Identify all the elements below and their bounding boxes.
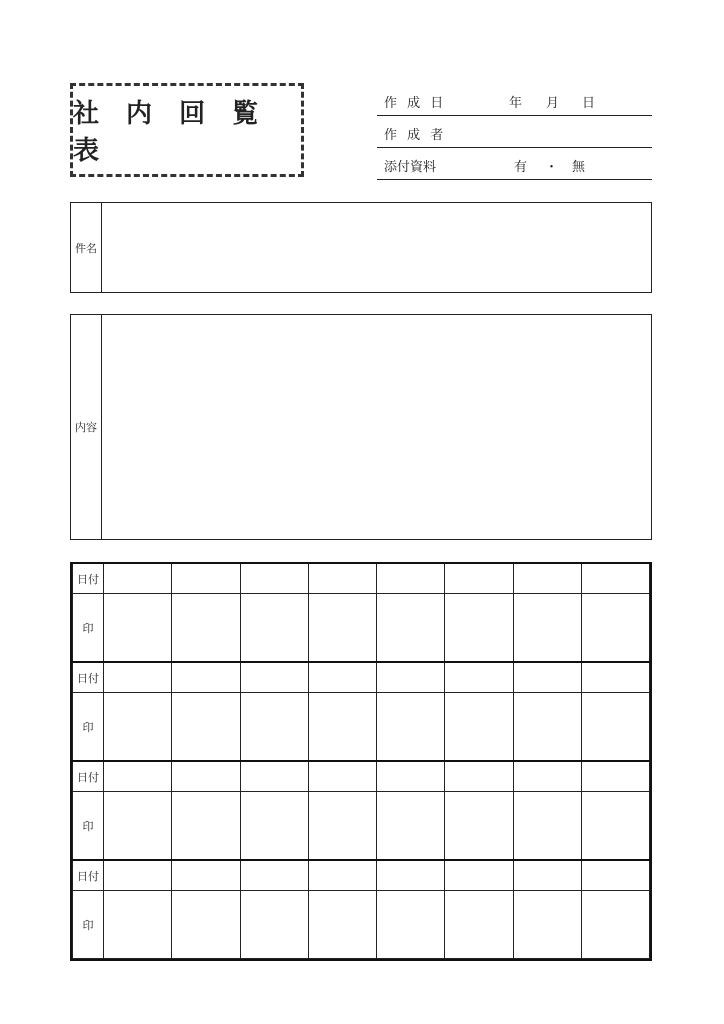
seal-cell[interactable] xyxy=(172,693,240,762)
created-date-label: 作 成 日 xyxy=(384,96,447,111)
seal-row xyxy=(73,693,650,762)
attachment-label: 添付資料 xyxy=(384,160,437,175)
seal-cell[interactable] xyxy=(308,594,376,663)
seal-cell[interactable] xyxy=(308,891,376,959)
circulation-grid xyxy=(70,562,652,961)
seal-cell[interactable] xyxy=(172,891,240,959)
seal-cell[interactable] xyxy=(104,693,172,762)
date-row xyxy=(73,761,650,792)
page-title: 社 内 回 覧 表 xyxy=(73,99,268,166)
author-label: 作 成 者 xyxy=(384,128,447,143)
seal-cell[interactable] xyxy=(445,792,513,861)
attachment-no: 無 xyxy=(572,160,586,175)
date-cell[interactable] xyxy=(240,564,308,594)
seal-row-label: 印 xyxy=(73,693,104,762)
date-row xyxy=(73,662,650,693)
date-row-label: 日付 xyxy=(73,564,104,594)
date-row-label: 日付 xyxy=(73,860,104,891)
seal-cell[interactable] xyxy=(581,594,649,663)
seal-cell[interactable] xyxy=(377,891,445,959)
seal-cell[interactable] xyxy=(308,693,376,762)
seal-cell[interactable] xyxy=(513,693,581,762)
title-box xyxy=(70,83,304,177)
seal-cell[interactable] xyxy=(445,594,513,663)
day-label: 日 xyxy=(582,96,596,111)
date-cell[interactable] xyxy=(513,662,581,693)
subject-box[interactable] xyxy=(70,202,652,293)
seal-cell[interactable] xyxy=(240,693,308,762)
seal-cell[interactable] xyxy=(240,891,308,959)
content-label: 内容 xyxy=(71,315,102,539)
meta-divider xyxy=(377,115,652,116)
date-cell[interactable] xyxy=(172,761,240,792)
seal-cell[interactable] xyxy=(104,594,172,663)
date-cell[interactable] xyxy=(172,860,240,891)
seal-cell[interactable] xyxy=(172,792,240,861)
seal-cell[interactable] xyxy=(581,693,649,762)
date-cell[interactable] xyxy=(172,564,240,594)
month-label: 月 xyxy=(546,96,560,111)
date-row xyxy=(73,564,650,594)
circulation-table xyxy=(72,564,650,959)
date-cell[interactable] xyxy=(581,662,649,693)
attachment-separator: ・ xyxy=(545,160,559,175)
seal-cell[interactable] xyxy=(104,891,172,959)
date-cell[interactable] xyxy=(104,564,172,594)
year-label: 年 xyxy=(509,96,523,111)
date-cell[interactable] xyxy=(513,564,581,594)
meta-divider xyxy=(377,147,652,148)
date-cell[interactable] xyxy=(104,761,172,792)
seal-cell[interactable] xyxy=(445,693,513,762)
seal-cell[interactable] xyxy=(445,891,513,959)
attachment-yes: 有 xyxy=(514,160,528,175)
seal-row xyxy=(73,594,650,663)
date-cell[interactable] xyxy=(445,860,513,891)
date-cell[interactable] xyxy=(445,662,513,693)
seal-cell[interactable] xyxy=(513,891,581,959)
seal-cell[interactable] xyxy=(513,792,581,861)
date-cell[interactable] xyxy=(308,564,376,594)
seal-cell[interactable] xyxy=(240,594,308,663)
seal-row-label: 印 xyxy=(73,594,104,663)
seal-cell[interactable] xyxy=(581,792,649,861)
seal-row-label: 印 xyxy=(73,792,104,861)
seal-row xyxy=(73,891,650,959)
date-row-label: 日付 xyxy=(73,662,104,693)
date-cell[interactable] xyxy=(581,860,649,891)
date-cell[interactable] xyxy=(104,860,172,891)
date-cell[interactable] xyxy=(104,662,172,693)
date-cell[interactable] xyxy=(377,860,445,891)
seal-row-label: 印 xyxy=(73,891,104,959)
date-cell[interactable] xyxy=(240,860,308,891)
seal-cell[interactable] xyxy=(581,891,649,959)
content-box[interactable] xyxy=(70,314,652,540)
date-cell[interactable] xyxy=(172,662,240,693)
date-cell[interactable] xyxy=(581,761,649,792)
seal-cell[interactable] xyxy=(172,594,240,663)
date-cell[interactable] xyxy=(513,761,581,792)
date-cell[interactable] xyxy=(513,860,581,891)
meta-divider xyxy=(377,179,652,180)
date-cell[interactable] xyxy=(240,662,308,693)
subject-label: 件名 xyxy=(71,203,102,292)
date-cell[interactable] xyxy=(445,761,513,792)
date-cell[interactable] xyxy=(581,564,649,594)
seal-row xyxy=(73,792,650,861)
date-cell[interactable] xyxy=(308,761,376,792)
date-cell[interactable] xyxy=(308,860,376,891)
date-cell[interactable] xyxy=(240,761,308,792)
date-row-label: 日付 xyxy=(73,761,104,792)
date-cell[interactable] xyxy=(377,662,445,693)
seal-cell[interactable] xyxy=(377,594,445,663)
date-cell[interactable] xyxy=(377,564,445,594)
date-row xyxy=(73,860,650,891)
date-cell[interactable] xyxy=(445,564,513,594)
seal-cell[interactable] xyxy=(240,792,308,861)
seal-cell[interactable] xyxy=(308,792,376,861)
seal-cell[interactable] xyxy=(104,792,172,861)
seal-cell[interactable] xyxy=(377,792,445,861)
seal-cell[interactable] xyxy=(377,693,445,762)
date-cell[interactable] xyxy=(308,662,376,693)
date-cell[interactable] xyxy=(377,761,445,792)
seal-cell[interactable] xyxy=(513,594,581,663)
